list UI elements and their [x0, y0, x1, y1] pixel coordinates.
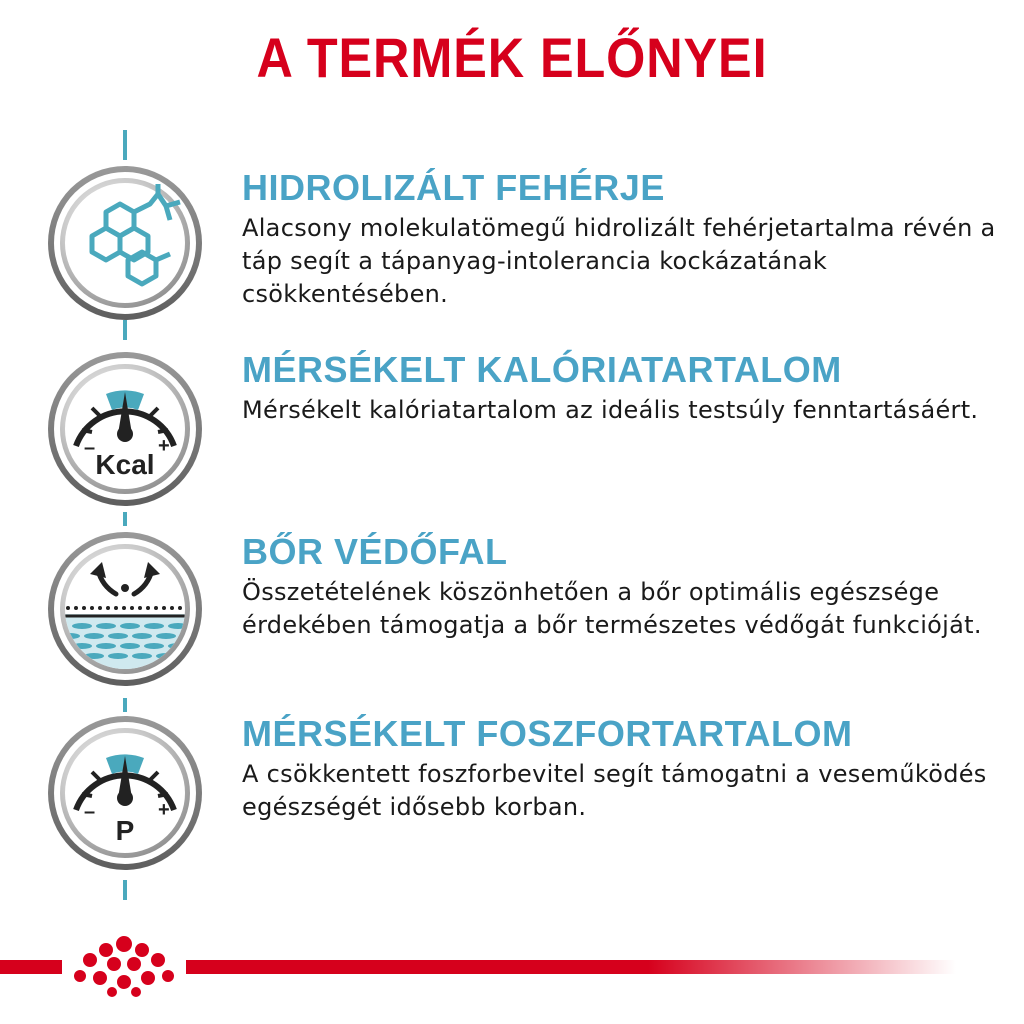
molecule-icon [46, 164, 204, 322]
benefit-heading: HIDROLIZÁLT FEHÉRJE [242, 167, 665, 208]
benefit-description: Mérsékelt kalóriatartalom az ideális testsúly fenntartásáért. [242, 396, 979, 424]
gauge-label: Kcal [95, 449, 155, 480]
benefit-heading: MÉRSÉKELT KALÓRIATARTALOM [242, 349, 842, 390]
phosphorus-gauge-icon [46, 714, 204, 872]
gauge-label: P [115, 815, 135, 846]
skin-barrier-icon [46, 530, 204, 688]
kcal-gauge-icon [46, 350, 204, 508]
brand-crown-logo [70, 932, 178, 1000]
footer-line-right [186, 960, 956, 974]
benefit-description: Összetételének köszönhetően a bőr optimális egészsége érdekében támogatja a bőr természetes védőgát funkcióját. [242, 578, 982, 639]
benefit-description: Alacsony molekulatömegű hidrolizált fehérjetartalma révén a táp segít a tápanyag-intolerancia kockázatának csökkentésében. [242, 214, 996, 308]
benefit-moderate-phosphorus [242, 714, 1012, 824]
benefit-heading: BŐR VÉDŐFAL [242, 531, 508, 572]
page-title: A TERMÉK ELŐNYEI [256, 26, 768, 89]
gauge-minus: – [84, 437, 96, 459]
footer-line-left [0, 960, 62, 974]
benefit-skin-barrier [242, 532, 1012, 642]
benefit-moderate-calorie [242, 350, 1012, 427]
benefit-heading: MÉRSÉKELT FOSZFORTARTALOM [242, 713, 853, 754]
benefit-hydrolysed-protein [242, 168, 1012, 311]
benefit-description: A csökkentett foszforbevitel segít támogatni a veseműködés egészségét idősebb korban. [242, 760, 987, 821]
gauge-plus: + [158, 799, 170, 821]
gauge-minus: – [84, 801, 96, 823]
gauge-plus: + [158, 435, 170, 457]
